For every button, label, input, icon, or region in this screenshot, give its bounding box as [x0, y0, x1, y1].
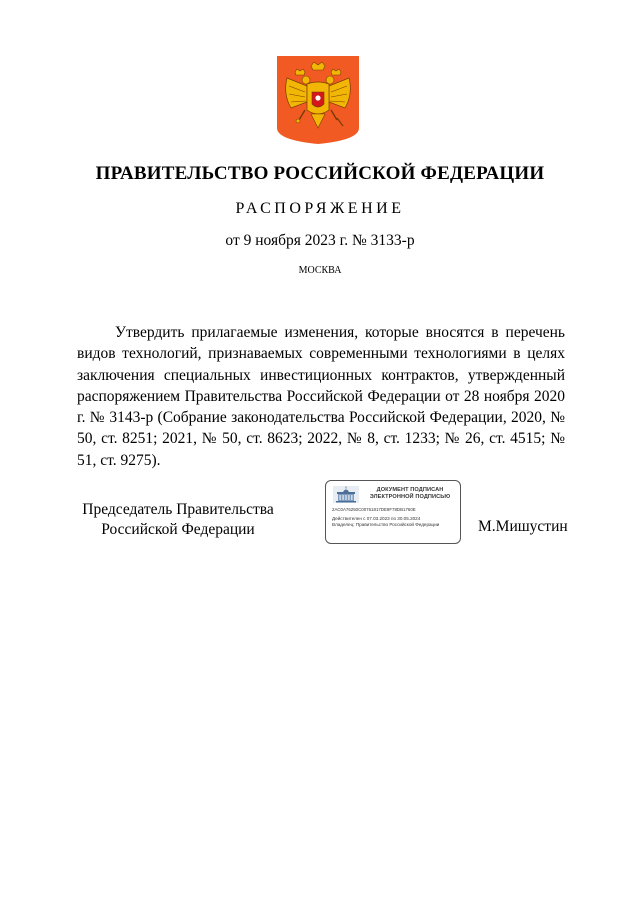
government-building-icon [333, 486, 359, 503]
signer-name: М.Мишустин [478, 518, 568, 535]
signer-position-line1: Председатель Правительства [82, 501, 274, 518]
esign-validity: Действителен с 07.03.2023 по 30.05.2024 [332, 516, 421, 521]
signer-position [78, 500, 278, 539]
state-emblem-icon [277, 56, 359, 144]
document-type: РАСПОРЯЖЕНИЕ [235, 200, 405, 217]
esign-certificate: 2AC0A76250C00761817DE9F78DB1760E [332, 507, 416, 512]
document-city: МОСКВА [298, 265, 342, 276]
electronic-signature-stamp [325, 480, 461, 544]
government-title: ПРАВИТЕЛЬСТВО РОССИЙСКОЙ ФЕДЕРАЦИИ [95, 163, 545, 184]
esign-owner: Владелец: Правительство Российской Федерации [332, 522, 440, 527]
body-paragraph: Утвердить прилагаемые изменения, которые вносятся в перечень видов технологий, признаваемых современными технологиями в целях заключения специальных инвестиционных контрактов, утвержденный распоряжением Правительства Российской Федерации от 28 ноября 2020 г. № 3143-р (Собрание законодательства Российской Федерации, 2020, № 50, ст. 8251; 2021, № 50, ст. 8623; 2022, № 8, ст. 1233; № 26, ст. 4515; № 51, ст. 9275). [77, 324, 565, 469]
signer-position-line2: Российской Федерации [101, 520, 255, 538]
document-date-number: от 9 ноября 2023 г. № 3133-р [225, 232, 415, 249]
esign-title: ДОКУМЕНТ ПОДПИСАН ЭЛЕКТРОННОЙ ПОДПИСЬЮ [369, 487, 451, 500]
